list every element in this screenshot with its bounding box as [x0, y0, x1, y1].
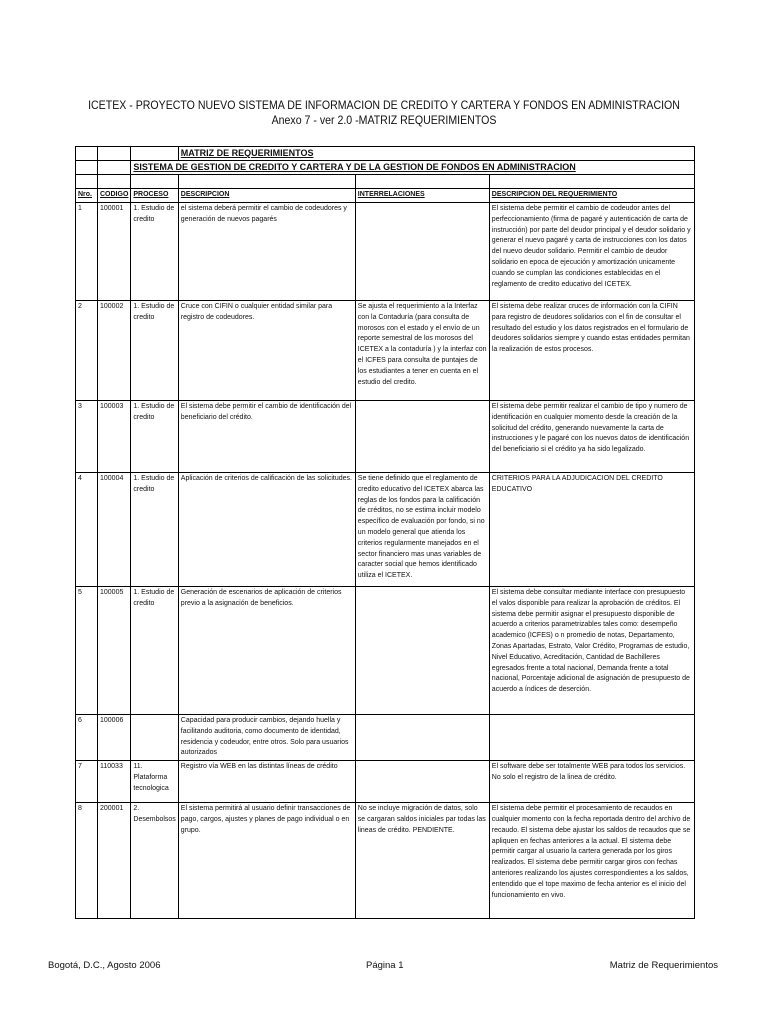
cell-interrelaciones: No se incluye migración de datos, solo se cargaran saldos iniciales par todas las lineas de crédito. PENDIENTE. — [355, 803, 489, 919]
cell-requerimiento: El sistema debe permitir realizar el cambio de tipo y numero de identificación en cualquier momento desde la creación de la solicitud del crédito, generando nuevamente la carta de instrucciones y le pagaré con los nuevos datos de identificación del beneficiario si el crédito ya ha sido legalizado. — [489, 401, 694, 473]
matrix-subtitle: SISTEMA DE GESTION DE CREDITO Y CARTERA Y DE LA GESTION DE FONDOS EN ADMINISTRACION — [131, 161, 694, 175]
cell-descripcion: El sistema permitirá al usuario definir transacciones de pago, cargos, ajustes y planes de pago individual o en grupo. — [178, 803, 355, 919]
table-row — [76, 587, 695, 715]
cell-proceso: 1. Estudio de credito — [131, 587, 178, 715]
cell-interrelaciones — [355, 587, 489, 715]
cell-interrelaciones — [355, 203, 489, 301]
cell-descripcion: Aplicación de criterios de calificación de las solicitudes. — [178, 473, 355, 587]
cell-nro: 5 — [76, 587, 98, 715]
cell-codigo: 100004 — [98, 473, 131, 587]
cell-descripcion: el sistema deberá permitir el cambio de codeudores y generación de nuevos pagarés — [178, 203, 355, 301]
table-row — [76, 401, 695, 473]
cell-interrelaciones: Se ajusta el requerimiento a la Interfaz con la Contaduría (para consulta de morosos con el estado y el envío de un reporte semestral de los morosos del ICETEX a la contaduría ) y la interfaz con el ICFES para consulta de puntajes de los estudiantes a tener en cuenta en el estudio del credito. — [355, 301, 489, 401]
col-header-proceso: PROCESO — [131, 189, 178, 203]
table-row — [76, 715, 695, 761]
table-row — [76, 803, 695, 919]
cell-requerimiento: El sistema debe realizar cruces de información con la CIFIN para registro de deudores solidarios con el fin de consultar el resultado del estudio y los datos registrados en el formulario de deudores solidarios siempre y cuando estas entidades permitan la realización de estos procesos. — [489, 301, 694, 401]
col-header-descripcion: DESCRIPCION — [178, 189, 355, 203]
cell-proceso: 1. Estudio de credito — [131, 203, 178, 301]
cell-requerimiento: El sistema debe permitir el procesamiento de recaudos en cualquier momento con la fecha reportada dentro del archivo de recaudo. El sistema debe ajustar los saldos de recaudos que se apliquen en fechas anteriores a la actual. El sistema debe permitir cargar al usuario la cartera generada por los giros realizados. El sistema debe permitir cargar giros con fechas anteriores realizando los ajustes correspondientes a los saldos, entendido que el tope maximo de fecha anterior es el inicio del funcionamiento en vivo. — [489, 803, 694, 919]
cell-proceso: 1. Estudio de credito — [131, 473, 178, 587]
cell-nro: 7 — [76, 761, 98, 803]
cell-nro: 1 — [76, 203, 98, 301]
cell-nro: 4 — [76, 473, 98, 587]
cell-nro: 6 — [76, 715, 98, 761]
requirements-matrix — [75, 146, 695, 919]
col-header-descripcion-requerimiento: DESCRIPCION DEL REQUERIMIENTO — [489, 189, 694, 203]
table-row — [76, 203, 695, 301]
table-row — [76, 473, 695, 587]
matrix-title-row-2 — [76, 161, 695, 175]
cell-descripcion: Registro vía WEB en las distintas líneas de crédito — [178, 761, 355, 803]
cell-descripcion: Capacidad para producir cambios, dejando huella y facilitando auditoria, como documento de identidad, residencia y codeudor, entre otros. Solo para usuarios autorizados — [178, 715, 355, 761]
cell-proceso: 1. Estudio de credito — [131, 301, 178, 401]
cell-proceso: 1. Estudio de credito — [131, 401, 178, 473]
col-header-interrelaciones: INTERRELACIONES — [355, 189, 489, 203]
document-header — [31, 99, 738, 129]
header-line-1: ICETEX - PROYECTO NUEVO SISTEMA DE INFORMACION DE CREDITO Y CARTERA Y FONDOS EN ADMINISTRACION — [88, 100, 680, 112]
cell-requerimiento: CRITERIOS PARA LA ADJUDICACION DEL CREDITO EDUCATIVO — [489, 473, 694, 587]
table-row — [76, 301, 695, 401]
table-row — [76, 761, 695, 803]
cell-codigo: 100003 — [98, 401, 131, 473]
cell-interrelaciones — [355, 761, 489, 803]
cell-requerimiento: El sistema debe permitir el cambio de codeudor antes del perfeccionamiento (firma de pagaré y autenticación de carta de instrucción) por parte del deudor principal y el deudor solidario y generar el nuevo pagaré y carta de instrucciones con los datos del nuevo deudor solidario. Permitir el cambio de deudor solidario en epoca de ejecución y amortización unicamente cuando se cumplan las condiciones establecidas en el reglamento de credito educativo del ICETEX. — [489, 203, 694, 301]
cell-nro: 2 — [76, 301, 98, 401]
column-header-row — [76, 189, 695, 203]
cell-proceso: 2. Desembolsos — [131, 803, 178, 919]
cell-nro: 3 — [76, 401, 98, 473]
col-header-nro: Nro. — [76, 189, 98, 203]
cell-requerimiento: El software debe ser totalmente WEB para todos los servicios. No solo el registro de la linea de crédito. — [489, 761, 694, 803]
cell-proceso: 11. Plataforma tecnologica — [131, 761, 178, 803]
col-header-codigo: CODIGO — [98, 189, 131, 203]
cell-requerimiento — [489, 715, 694, 761]
matrix-title: MATRIZ DE REQUERIMIENTOS — [178, 147, 694, 161]
cell-interrelaciones — [355, 401, 489, 473]
cell-codigo: 100005 — [98, 587, 131, 715]
footer-location-date: Bogotá, D.C., Agosto 2006 — [48, 960, 161, 971]
cell-descripcion: El sistema debe permitir el cambio de identificación del beneficiario del crédito. — [178, 401, 355, 473]
cell-interrelaciones — [355, 715, 489, 761]
cell-codigo: 100002 — [98, 301, 131, 401]
cell-descripcion: Cruce con CIFIN o cualquier entidad similar para registro de codeudores. — [178, 301, 355, 401]
cell-proceso — [131, 715, 178, 761]
cell-codigo: 200001 — [98, 803, 131, 919]
cell-nro: 8 — [76, 803, 98, 919]
cell-codigo: 100001 — [98, 203, 131, 301]
cell-descripcion: Generación de escenarios de aplicación de criterios previo a la asignación de beneficios. — [178, 587, 355, 715]
cell-codigo: 100006 — [98, 715, 131, 761]
footer-document-name: Matriz de Requerimientos — [609, 960, 718, 971]
matrix-title-row-1 — [76, 147, 695, 161]
footer-page-number: Página 1 — [366, 960, 404, 971]
header-line-2: Anexo 7 - ver 2.0 -MATRIZ REQUERIMIENTOS — [271, 115, 497, 127]
cell-codigo: 110033 — [98, 761, 131, 803]
spacer-row — [76, 175, 695, 189]
cell-interrelaciones: Se tiene definido que el reglamento de credito educativo del ICETEX abarca las reglas de los fondos para la calificación de créditos, no se estima incluir modelo específico de evaluación por fondo, si no un modelo general que atienda los criterios regularmente manejados en el sector financiero mas unas variables de caracter social que hemos identificado utiliza el ICETEX. — [355, 473, 489, 587]
cell-requerimiento: El sistema debe consultar mediante interface con presupuesto el valos disponible para realizar la aprobación de créditos. El sistema debe permitir asignar el presupuesto disponible de acuerdo a criterios parametrizables tales como: desempeño academico (ICFES) o n promedio de notas, Departamento, Zonas Apartadas, Estrato, Valor Crédito, Programas de estudio, Nivel Educativo, Acreditación, Cantidad de Bachilleres egresados frente a total nacional, Demanda frente a total nacional, Porcentaje adicional de asignación de presupuesto de acuerdo a índices de deserción. — [489, 587, 694, 715]
